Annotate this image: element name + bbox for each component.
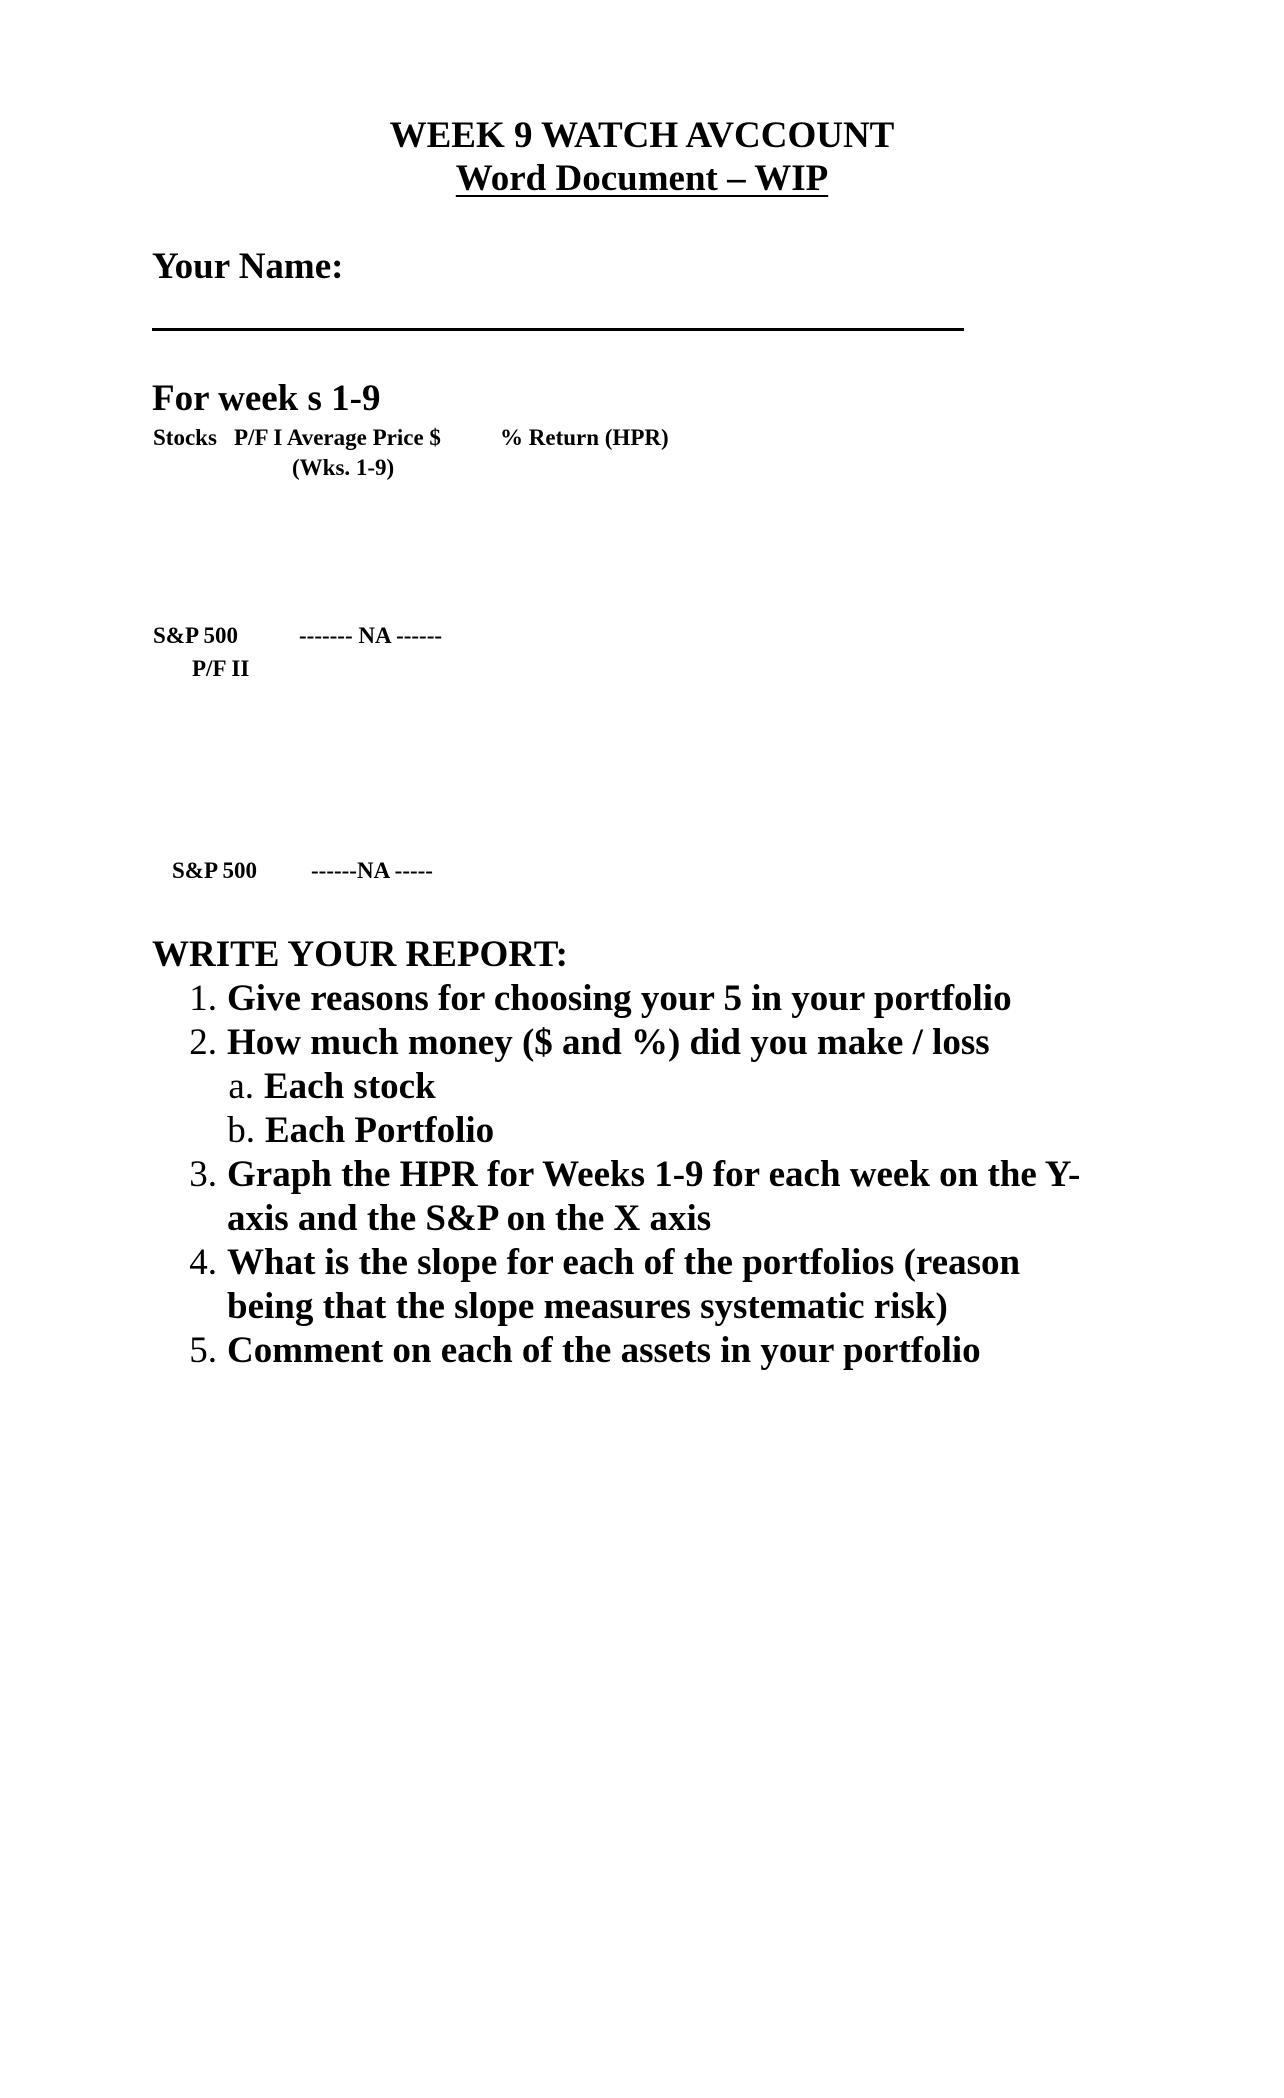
list-letter: a. xyxy=(228,1066,254,1107)
portfolio-2-label: P/F II xyxy=(192,656,250,681)
weeks-heading: For week s 1-9 xyxy=(152,378,381,419)
list-letter: b. xyxy=(227,1110,255,1151)
list-number: 5. xyxy=(189,1330,217,1371)
sp500-value-portfolio-2: ------NA ----- xyxy=(311,858,433,883)
report-item xyxy=(189,1021,990,1065)
report-item-text: What is the slope for each of the portfolios (reason xyxy=(227,1242,1021,1283)
report-subitem-text: Each Portfolio xyxy=(265,1110,495,1151)
list-number: 4. xyxy=(189,1242,217,1283)
report-subitem xyxy=(228,1065,436,1109)
list-number: 2. xyxy=(189,1022,217,1063)
report-item xyxy=(189,1241,1021,1285)
sp500-label-portfolio-1: S&P 500 xyxy=(153,623,238,648)
report-item-text: Give reasons for choosing your 5 in your portfolio xyxy=(227,978,1012,1019)
report-item-continuation: axis and the S&P on the X axis xyxy=(227,1198,712,1239)
report-subitem-text: Each stock xyxy=(264,1066,436,1107)
name-underline-field[interactable] xyxy=(152,328,964,331)
document-subtitle: Word Document – WIP xyxy=(455,158,829,199)
sp500-label-portfolio-2: S&P 500 xyxy=(172,858,257,883)
your-name-label: Your Name: xyxy=(152,246,344,287)
report-item xyxy=(189,1153,1081,1197)
list-number: 1. xyxy=(189,978,217,1019)
report-item-text: Comment on each of the assets in your portfolio xyxy=(227,1330,981,1371)
report-item-continuation: being that the slope measures systematic risk) xyxy=(227,1286,948,1327)
report-item-text: Graph the HPR for Weeks 1-9 for each week on the Y- xyxy=(227,1154,1081,1195)
column-header-return: % Return (HPR) xyxy=(500,425,669,450)
sp500-value-portfolio-1: ------- NA ------ xyxy=(299,623,443,648)
report-heading: WRITE YOUR REPORT: xyxy=(152,934,568,975)
report-subitem xyxy=(227,1109,495,1153)
list-number: 3. xyxy=(189,1154,217,1195)
report-item xyxy=(189,1329,981,1373)
report-item-text: How much money ($ and %) did you make / loss xyxy=(227,1022,990,1063)
report-item xyxy=(189,977,1012,1021)
document-title: WEEK 9 WATCH AVCCOUNT xyxy=(389,115,895,156)
column-header-weeks: (Wks. 1-9) xyxy=(292,455,395,480)
column-header-stocks: Stocks xyxy=(153,425,217,450)
column-header-average-price: P/F I Average Price $ xyxy=(234,425,441,450)
